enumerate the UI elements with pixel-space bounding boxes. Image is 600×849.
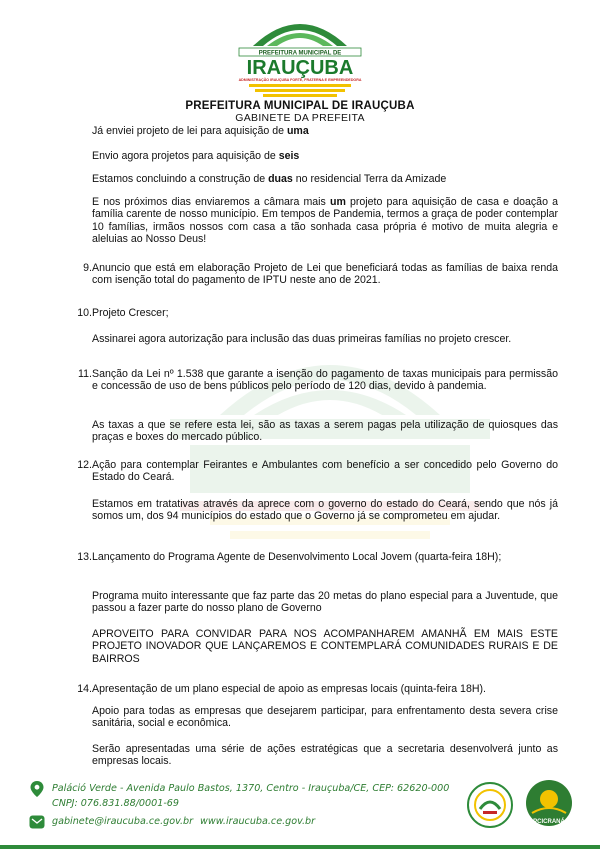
footer-website[interactable]: www.iraucuba.ce.gov.br xyxy=(200,816,316,827)
paragraph: Estamos concluindo a construção de duas no residencial Terra da Amizade xyxy=(92,173,447,185)
footer-email[interactable]: gabinete@iraucuba.ce.gov.br xyxy=(52,816,194,827)
municipal-seal-icon xyxy=(466,781,514,829)
list-number: 12. xyxy=(77,459,92,471)
logo-tagline-text: ADMINISTRAÇÃO IRAUÇUBA FORTE, FRATERNA E EMPREENDEDORA xyxy=(238,78,362,82)
list-number: 14. xyxy=(77,683,92,695)
list-number: 10. xyxy=(77,307,92,319)
list-text: Sanção da Lei nº 1.538 que garante a isenção do pagamento de taxas municipais para permissão e concessão de uso de bens públicos pelo período de 120 dias, devido à pandemia. xyxy=(92,368,558,393)
email-icon xyxy=(29,815,45,829)
paragraph: Programa muito interessante que faz parte das 20 metas do plano especial para a Juventude, que passou a fazer parte do nosso plano de Governo xyxy=(92,590,558,615)
paragraph: As taxas a que se refere esta lei, são as taxas a serem pagas pela utilização de quiosques das praças e boxes do mercado público. xyxy=(92,419,558,444)
list-text: Ação para contemplar Feirantes e Ambulantes com benefício a ser concedido pelo Governo do Estado do Ceará. xyxy=(92,459,558,484)
list-text: Lançamento do Programa Agente de Desenvolvimento Local Jovem (quarta-feira 18H); xyxy=(92,551,502,563)
footer-cnpj: CNPJ: 076.831.88/0001-69 xyxy=(52,798,180,809)
paragraph: E nos próximos dias enviaremos a câmara mais um projeto para aquisição de casa e doação a família carente de nosso município. Em tempos de Pandemia, termos a graça de poder contemplar 10 famílias, irmãos nossos com casa a tão sonhada casa própria é motivo de muita alegria e aleluias ao Nosso Deus! xyxy=(92,196,558,245)
header-title: PREFEITURA MUNICIPAL DE IRAUÇUBA xyxy=(185,100,415,112)
emblem-text: PCICRANÁ xyxy=(533,819,565,825)
logo-top-text: PREFEITURA MUNICIPAL DE xyxy=(258,50,342,57)
list-number: 13. xyxy=(77,551,92,563)
paragraph: Já enviei projeto de lei para aquisição de uma xyxy=(92,125,309,137)
list-text: Anuncio que está em elaboração Projeto de Lei que beneficiará todas as famílias de baixa renda com isenção total do pagamento de IPTU neste ano de 2021. xyxy=(92,262,558,287)
header-subtitle: GABINETE DA PREFEITA xyxy=(235,112,365,124)
paragraph: Estamos em tratativas através da aprece com o governo do estado do Ceará, sendo que nós já somos um, dos 94 municípios do estado que o Governo já se comprometeu em ajudar. xyxy=(92,498,558,523)
footer-green-bar xyxy=(0,845,600,849)
paragraph: Apoio para todas as empresas que desejarem participar, para enfrentamento desta severa crise sanitária, social e econômica. xyxy=(92,705,558,730)
paragraph-uppercase: APROVEITO PARA CONVIDAR PARA NOS ACOMPANHAREM AMANHÃ EM MAIS ESTE PROJETO INOVADOR QUE LANÇAREMOS E CONTEMPLARÁ COMUNIDADES RURAIS E DE BAIRROS xyxy=(92,628,558,665)
list-number: 9. xyxy=(83,262,92,274)
paragraph: Serão apresentadas uma série de ações estratégicas que a secretaria desenvolverá junto as empresas locais. xyxy=(92,743,558,768)
location-pin-icon xyxy=(30,781,44,797)
logo-name-text: IRAUÇUBA xyxy=(246,57,354,79)
list-text: Apresentação de um plano especial de apoio as empresas locais (quinta-feira 18H). xyxy=(92,683,486,695)
footer xyxy=(0,775,600,849)
footer-address: Paláció Verde - Avenida Paulo Bastos, 1370, Centro - Irauçuba/CE, CEP: 62620-000 xyxy=(52,783,450,794)
paragraph: Assinarei agora autorização para inclusão das duas primeiras famílias no projeto crescer. xyxy=(92,333,512,345)
list-text: Projeto Crescer; xyxy=(92,307,169,319)
paragraph: Envio agora projetos para aquisição de seis xyxy=(92,150,300,162)
pcicrana-emblem-icon xyxy=(522,779,576,831)
list-number: 11. xyxy=(78,368,92,380)
